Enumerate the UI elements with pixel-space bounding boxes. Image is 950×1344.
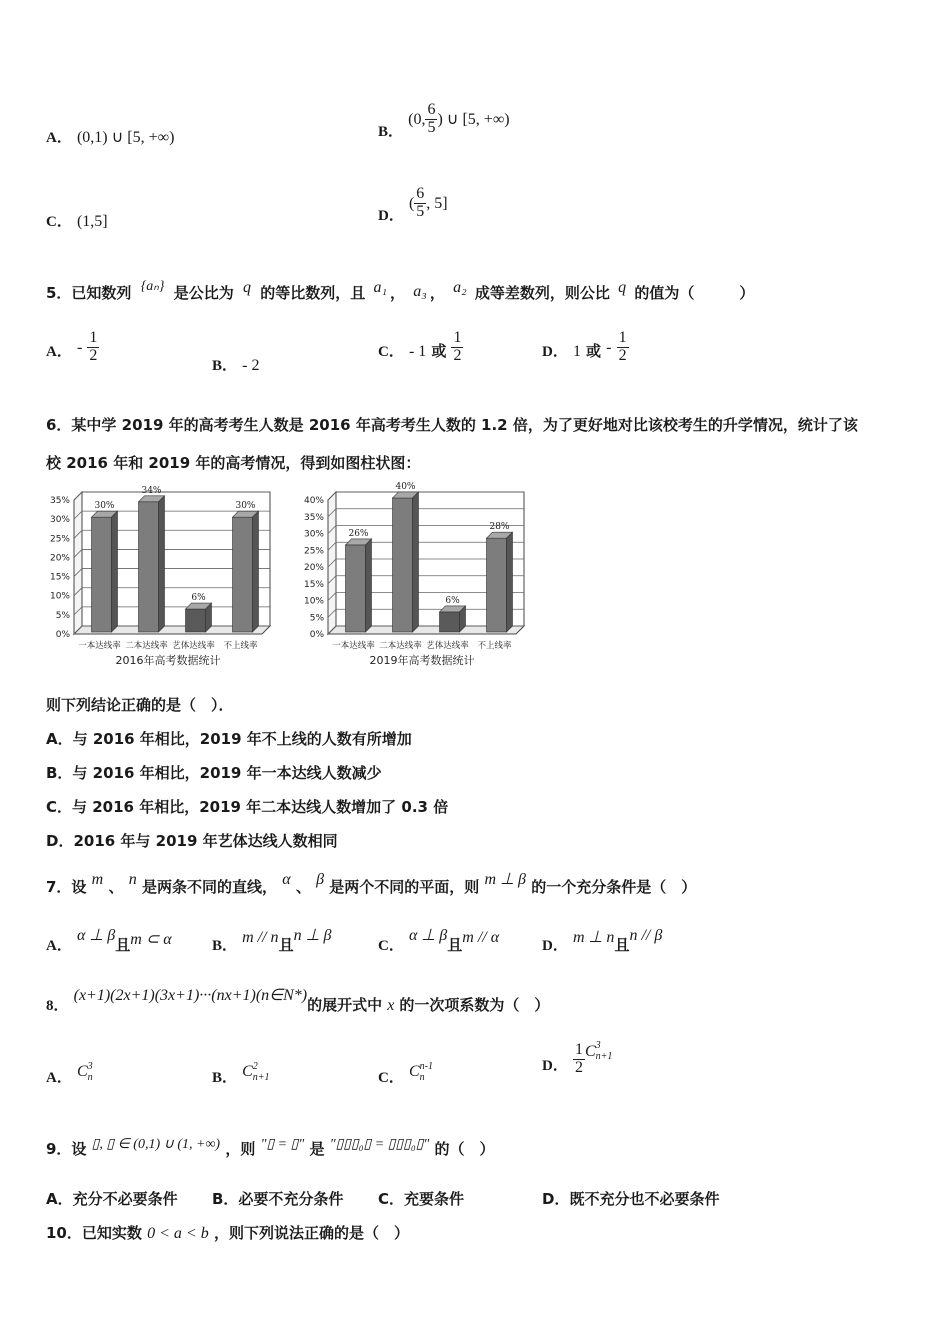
combination-symbol: C [408,1063,420,1080]
fraction-denominator: 5 [416,202,425,220]
bar-value-label: 34% [141,485,162,496]
q9-text-1: 9．设 [46,1140,87,1158]
q9-text-3: 是 [309,1140,325,1158]
x-category-label: 一本达线率 [332,641,375,651]
option-letter: A． [46,1070,72,1086]
and-word: 且 [447,936,463,954]
q8-text-2: 的一次项系数为（ ） [399,996,550,1014]
chart-title: 2016年高考数据统计 [115,654,221,667]
q5-text-3: 的等比数列，且 [260,284,366,302]
y-tick-label: 30% [303,529,324,540]
x-category-label: 二本达线率 [379,641,422,651]
bar-side [159,496,165,632]
combination-sup: 3 [595,1040,601,1052]
y-tick-label: 40% [303,496,324,506]
or-word: 或 [431,341,447,360]
bar-value-label: 40% [395,482,416,492]
q4-option-d [378,185,448,224]
q5-option-c [378,330,463,365]
q5-option-d [542,330,629,365]
and-word: 且 [614,936,630,954]
option-letter: D． [542,938,568,954]
y-tick-label: 20% [49,553,70,564]
option-cond-1: α ⊥ β [408,927,448,944]
fraction-denominator: 5 [427,118,436,136]
y-tick-label: 5% [55,610,70,621]
option-letter: C． [378,343,404,360]
q9-option-a: A．充分不必要条件 [46,1190,178,1208]
q5-text-4: 成等差数列，则公比 [474,284,610,302]
minus-sign: - [606,338,612,356]
combination-symbol: C [584,1042,596,1060]
term-a3: a₃ [413,283,427,300]
option-cond-2: n ⊥ β [293,927,332,944]
q7-text-4: 、 [295,878,311,896]
bar-value-label: 28% [489,522,510,533]
q5-stem [46,279,755,303]
line-m: m [91,871,104,888]
chart-title: 2019年高考数据统计 [369,654,475,667]
bar-front [440,612,460,632]
fraction-numerator: 1 [89,329,98,346]
option-math-pre: ( [408,194,415,212]
q4-option-c [46,210,108,231]
chart-2019 [294,482,534,674]
y-tick-label: 35% [303,512,324,523]
q7-text-6: 的一个充分条件是（ ） [531,878,697,896]
q7-text-2: 、 [108,878,124,896]
fraction-denominator: 2 [574,1058,583,1076]
condition-1: "▯ = ▯" [260,1137,305,1152]
option-letter: B． [212,1070,238,1086]
q7-option-b [212,927,332,955]
bar-front [346,545,366,632]
x-category-label: 一本达线率 [78,641,121,651]
combination-sub: n [419,1071,425,1083]
option-letter: C． [378,938,404,954]
option-math-pre: 1 [572,342,581,360]
option-math: - 2 [242,357,260,374]
bar-front [393,498,413,632]
q5-option-b [212,354,259,375]
q9-text-2: ，则 [225,1140,256,1158]
option-letter: B． [212,938,238,954]
bar-front [487,538,507,632]
fraction-denominator: 2 [618,346,627,364]
q10-text-1: 10．已知实数 [46,1224,142,1242]
bar-side [413,492,419,632]
y-tick-label: 10% [49,591,70,602]
q10-text-2: ，则下列说法正确的是（ ） [213,1224,409,1242]
q5-text-1: 5．已知数列 [46,284,132,302]
y-tick-label: 0% [55,630,70,640]
x-category-label: 艺体达线率 [426,641,469,651]
combination-sup: 2 [252,1060,258,1072]
q8-option-b [212,1060,270,1086]
option-math-pre: (0, [408,110,426,128]
q8-text-1: 的展开式中 [307,996,383,1014]
q8-number: 8． [46,998,69,1014]
y-tick-label: 25% [49,534,70,545]
fraction-numerator: 1 [453,329,462,346]
bar-value-label: 6% [445,595,460,606]
q5-option-a [46,330,99,365]
ratio-symbol: q [242,279,251,296]
combination-symbol: C [76,1063,88,1080]
bar-side [253,511,259,632]
combination-sub: n+1 [252,1071,270,1083]
option-cond-1: m // n [242,929,279,946]
x-category-label: 不上线率 [223,641,258,651]
combination-sub: n+1 [595,1051,613,1063]
option-cond-1: m ⊥ n [572,929,615,946]
combination-symbol: C [242,1063,253,1080]
option-math-post: , 5] [426,194,448,212]
plane-beta: β [316,871,325,888]
option-letter: C． [46,214,72,230]
x-category-label: 不上线率 [477,641,512,651]
q5-text-5: 的值为（ ） [634,284,755,302]
q6-stem-line1: 6．某中学 2019 年的高考考生人数是 2016 年高考考生人数的 1.2 倍，为了更好地对比该校考生的升学情况，统计了该 [46,416,858,434]
q6-option-b: B．与 2016 年相比，2019 年一本达线人数减少 [46,764,382,782]
bar-value-label: 30% [94,501,115,512]
option-letter: A． [46,343,72,360]
fraction-numerator: 6 [427,101,436,118]
fraction-denominator: 2 [89,346,98,364]
y-tick-label: 10% [303,596,324,607]
q8-option-c [378,1060,433,1086]
q7-option-c [378,927,500,955]
option-letter: B． [212,358,238,374]
bar-side [112,511,118,632]
q7-text-3: 是两条不同的直线， [141,878,277,896]
inequality: 0 < a < b [147,1225,209,1242]
separator: ， [390,284,406,302]
option-cond-2: m ⊂ α [130,931,172,948]
y-tick-label: 25% [303,546,324,557]
y-tick-label: 35% [49,496,70,506]
y-tick-label: 0% [309,630,324,640]
chart-side-wall [74,492,82,634]
q7-text-1: 7．设 [46,878,87,896]
q8-stem [46,984,550,1014]
q7-text-5: 是两个不同的平面，则 [329,878,480,896]
y-tick-label: 15% [303,579,324,590]
q8-option-a [46,1060,93,1086]
q10-stem [46,1222,409,1243]
bar-side [507,532,513,632]
bar-front [139,502,159,632]
fraction-denominator: 2 [453,346,462,364]
fraction-numerator: 1 [618,329,627,346]
q7-stem [46,871,697,897]
ratio-symbol: q [618,279,627,296]
bar-value-label: 26% [348,528,369,539]
q5-text-2: 是公比为 [173,284,234,302]
term-a2: a₂ [453,279,467,296]
plane-alpha: α [282,871,291,888]
q9-text-4: 的（ ） [434,1140,495,1158]
combination-sup: 3 [87,1060,93,1072]
combination-sub: n [87,1071,93,1083]
y-tick-label: 30% [49,515,70,526]
option-math: (1,5] [76,213,108,230]
q7-option-d [542,927,663,955]
and-word: 且 [115,936,131,954]
x-category-label: 艺体达线率 [172,641,215,651]
condition-expr: m ⊥ β [484,871,527,888]
q6-option-c: C．与 2016 年相比，2019 年二本达线人数增加了 0.3 倍 [46,798,449,816]
y-tick-label: 15% [49,572,70,583]
q6-option-a: A．与 2016 年相比，2019 年不上线的人数有所增加 [46,730,412,748]
bar-front [233,517,253,632]
option-cond-1: α ⊥ β [76,927,116,944]
q6-stem-line2: 校 2016 年和 2019 年的高考情况，得到如图柱状图： [46,454,421,472]
or-word: 或 [586,341,602,360]
fraction-numerator: 1 [574,1041,583,1058]
term-a1: a₁ [373,279,387,296]
minus-sign: - [76,338,83,356]
combination-sup: n-1 [419,1060,433,1072]
q4-option-b [378,101,510,140]
chart-2016 [40,482,280,674]
option-math-pre: - 1 [408,342,427,360]
option-letter: D． [542,343,568,360]
set-condition: ▯, ▯ ∈ (0,1) ∪ (1, +∞) [91,1137,221,1152]
and-word: 且 [278,936,294,954]
option-letter: A． [46,130,72,146]
y-tick-label: 5% [309,613,324,624]
bar-front [186,609,206,632]
option-cond-2: m // α [462,929,500,946]
product-expression: (x+1)(2x+1)(3x+1)···(nx+1)(n∈N*) [73,987,308,1004]
option-letter: B． [378,123,404,140]
option-letter: D． [542,1057,568,1074]
q4-option-a [46,126,174,147]
y-tick-label: 20% [303,563,324,573]
q9-stem [46,1138,495,1159]
bar-side [366,539,372,632]
fraction-numerator: 6 [416,185,425,202]
option-letter: A． [46,938,72,954]
x-category-label: 二本达线率 [125,641,168,651]
q8-option-d [542,1042,612,1077]
option-letter: C． [378,1070,404,1086]
option-math-post: ) ∪ [5, +∞) [437,110,510,128]
bar-value-label: 6% [191,593,206,604]
bar-value-label: 30% [235,501,256,512]
q9-option-d: D．既不充分也不必要条件 [542,1190,720,1208]
q7-option-a [46,927,172,955]
variable-x: x [387,997,395,1014]
option-cond-2: n // β [629,927,663,944]
condition-2: "▯▯▯₀▯ = ▯▯▯₀▯" [329,1137,430,1152]
q6-question: 则下列结论正确的是（ ）． [46,696,234,714]
separator: ， [429,284,445,302]
q9-option-b: B．必要不充分条件 [212,1190,344,1208]
bar-front [92,517,112,632]
option-letter: D． [378,207,404,224]
option-math: (0,1) ∪ [5, +∞) [76,129,175,146]
sequence-symbol: {aₙ} [140,279,165,294]
line-n: n [128,871,137,888]
q9-option-c: C．充要条件 [378,1190,465,1208]
q6-option-d: D．2016 年与 2019 年艺体达线人数相同 [46,832,338,850]
